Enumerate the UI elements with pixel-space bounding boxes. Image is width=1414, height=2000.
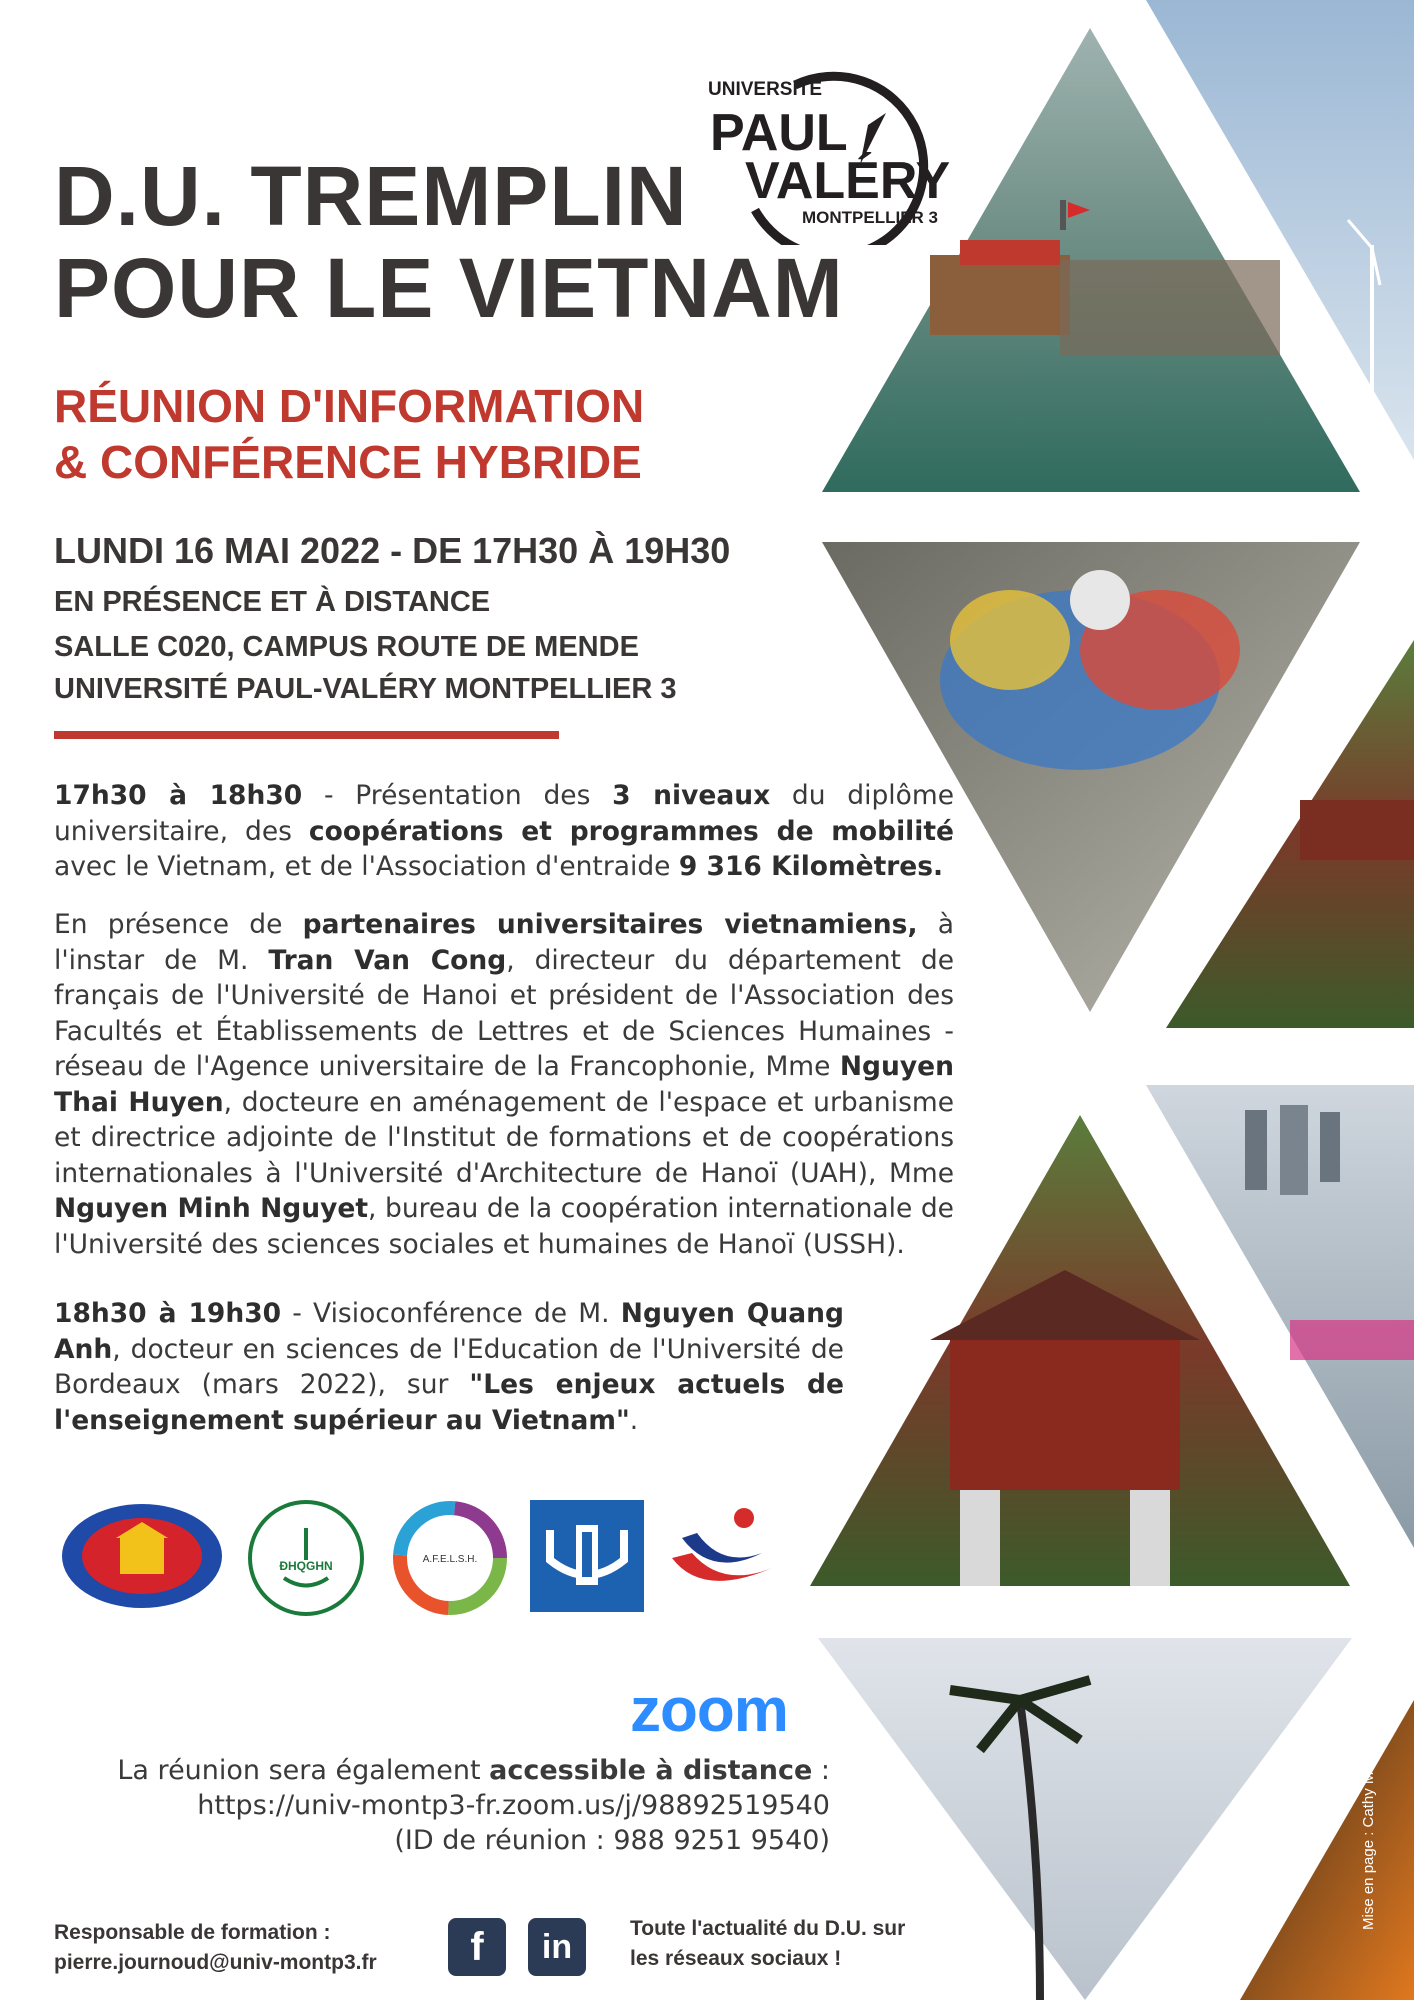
social-media-block: [630, 1914, 905, 1974]
subtitle-line-1: RÉUNION D'INFORMATION: [54, 380, 645, 432]
svg-text:PAUL: PAUL: [710, 104, 848, 162]
subtitle-line-2: & CONFÉRENCE HYBRIDE: [54, 436, 642, 488]
event-date: LUNDI 16 MAI 2022 - DE 17H30 À 19H30: [54, 530, 731, 571]
title-line-2: POUR LE VIETNAM: [54, 241, 844, 335]
contact-block: [54, 1918, 377, 1978]
zoom-remote-access-text: La réunion sera également accessible à distance :: [117, 1755, 830, 1786]
afelsh-logo: [390, 1498, 510, 1618]
svg-text:VALÉRY: VALÉRY: [745, 152, 951, 210]
page-subtitle: [54, 378, 754, 490]
svg-text:MONTPELLIER 3: MONTPELLIER 3: [802, 208, 939, 227]
contact-label: Responsable de formation :: [54, 1921, 331, 1944]
contact-email[interactable]: pierre.journoud@univ-montp3.fr: [54, 1951, 377, 1974]
zoom-meeting-link[interactable]: https://univ-montp3-fr.zoom.us/j/98892519540: [197, 1790, 830, 1821]
ussh-hcm-logo: [58, 1500, 226, 1612]
svg-text:ĐHQGHN: ĐHQGHN: [279, 1559, 333, 1573]
program-part-2: 18h30 à 19h30 - Visioconférence de M. Nguyen Quang Anh, docteur en sciences de l'Education de l'Université de Bordeaux (mars 2022), sur "Les enjeux actuels de l'enseignement supérieur au Vietnam".: [54, 1298, 844, 1436]
linkedin-icon[interactable]: in: [528, 1918, 586, 1976]
layout-credit: Mise en page : Cathy Monarque, UPVM3: [1360, 1656, 1377, 1930]
event-university: UNIVERSITÉ PAUL-VALÉRY MONTPELLIER 3: [54, 673, 677, 705]
social-text-1: Toute l'actualité du D.U. sur: [630, 1917, 906, 1940]
svg-text:UNIVERSITÉ: UNIVERSITÉ: [708, 79, 823, 100]
svg-text:A.F.E.L.S.H.: A.F.E.L.S.H.: [422, 1554, 478, 1565]
partners-paragraph: En présence de partenaires universitaires vietnamiens, à l'instar de M. Tran Van Cong, directeur du département de français de l'Université de Hanoi et président de l'Association des Facultés et Établissements de Lettres et de Sciences Humaines - réseau de l'Agence universitaire de la Francophonie, Mme Nguyen Thai Huyen, docteure en aménagement de l'espace et urbanisme et directrice adjointe de l'Institut de formations et de coopérations internationales à l'Université d'Architecture de Hanoï (UAH), Mme Nguyen Minh Nguyet, bureau de la coopération internationale de l'Université des sciences sociales et humaines de Hanoï (USSH).: [54, 909, 955, 1260]
event-room: SALLE C020, CAMPUS ROUTE DE MENDE: [54, 631, 639, 663]
zoom-logo: zoom: [630, 1676, 788, 1745]
title-line-1: D.U. TREMPLIN: [54, 149, 688, 243]
divider: [54, 731, 559, 739]
page-title: [54, 150, 854, 334]
event-mode: EN PRÉSENCE ET À DISTANCE: [54, 586, 491, 618]
dhqghn-logo: [244, 1498, 368, 1618]
program-part-1: 17h30 à 18h30 - Présentation des 3 niveaux du diplôme universitaire, des coopérations et programmes de mobilité avec le Vietnam, et de l'Association d'entraide 9 316 Kilomètres.: [54, 780, 954, 882]
social-text-2: les réseaux sociaux !: [630, 1947, 842, 1970]
hanoi-architecture-logo: [530, 1500, 644, 1612]
zoom-meeting-id: (ID de réunion : 988 9251 9540): [394, 1825, 830, 1856]
facebook-icon[interactable]: f: [448, 1918, 506, 1976]
francophonie-rooster-logo: [662, 1498, 782, 1608]
